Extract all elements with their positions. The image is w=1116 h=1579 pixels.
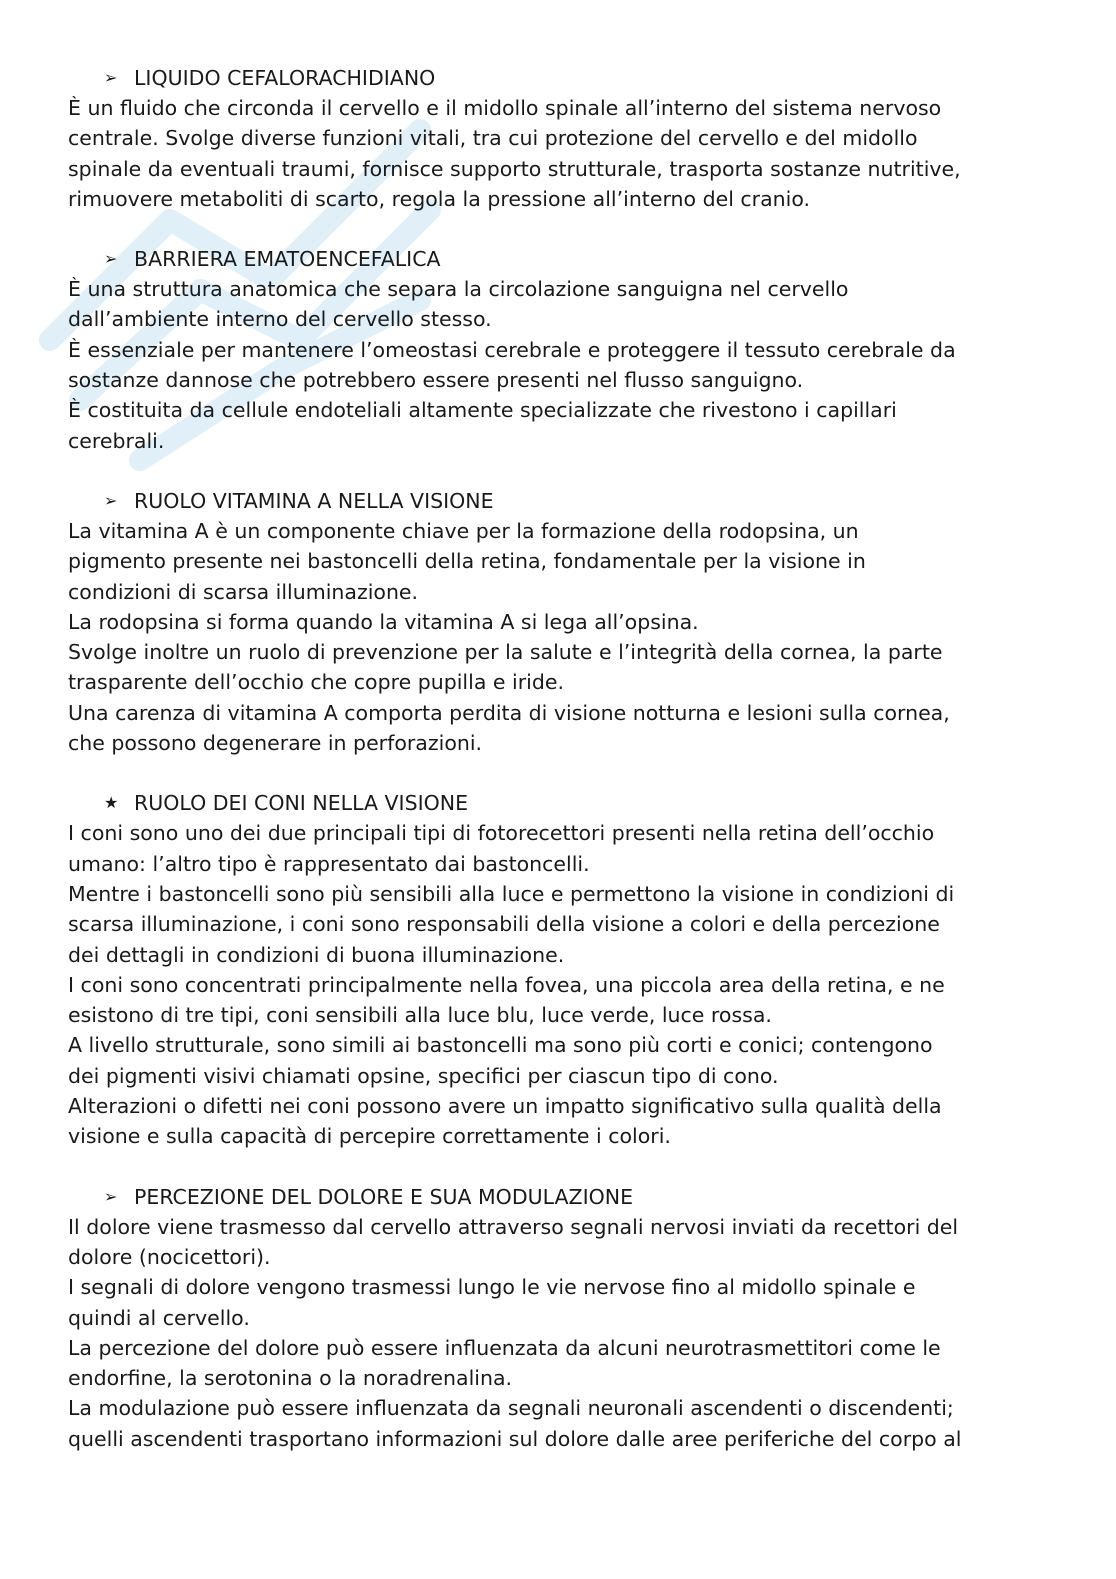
- section-heading: [68, 244, 1058, 274]
- arrow-bullet-icon: ➢: [104, 68, 118, 87]
- section-title: BARRIERA EMATOENCEFALICA: [134, 247, 441, 272]
- paragraph-line: quelli ascendenti trasportano informazioni sul dolore dalle aree periferiche del corpo al: [68, 1426, 962, 1451]
- paragraph-line: I coni sono uno dei due principali tipi di fotorecettori presenti nella retina dell’occhio: [68, 821, 935, 846]
- paragraph-line: condizioni di scarsa illuminazione.: [68, 579, 419, 604]
- paragraph-line: È un fluido che circonda il cervello e il midollo spinale all’interno del sistema nervoso: [68, 96, 942, 120]
- paragraph-line: trasparente dell’occhio che copre pupilla e iride.: [68, 670, 564, 695]
- paragraph-line: centrale. Svolge diverse funzioni vitali, tra cui protezione del cervello e del midollo: [68, 126, 918, 151]
- paragraph-line: È una struttura anatomica che separa la circolazione sanguigna nel cervello: [68, 277, 849, 302]
- paragraph-line: dei pigmenti visivi chiamati opsine, specifici per ciascun tipo di cono.: [68, 1063, 779, 1088]
- section-title: RUOLO VITAMINA A NELLA VISIONE: [134, 488, 494, 513]
- section: [68, 486, 1058, 758]
- star-bullet-icon: ★: [104, 793, 119, 813]
- paragraph-line: I segnali di dolore vengono trasmessi lungo le vie nervose fino al midollo spinale e: [68, 1275, 916, 1300]
- paragraph-line: visione e sulla capacità di percepire correttamente i colori.: [68, 1124, 671, 1149]
- paragraph-line: dolore (nocicettori).: [68, 1244, 271, 1269]
- section: [68, 1182, 1058, 1454]
- section-heading: [68, 788, 1058, 818]
- paragraph-line: Una carenza di vitamina A comporta perdita di visione notturna e lesioni sulla cornea,: [68, 700, 950, 725]
- paragraph-line: Alterazioni o difetti nei coni possono avere un impatto significativo sulla qualità della: [68, 1094, 942, 1119]
- paragraph-line: La rodopsina si forma quando la vitamina A si lega all’opsina.: [68, 609, 699, 634]
- paragraph-line: Mentre i bastoncelli sono più sensibili alla luce e permettono la visione in condizioni di: [68, 881, 955, 906]
- section-title: PERCEZIONE DEL DOLORE E SUA MODULAZIONE: [134, 1184, 634, 1209]
- paragraph-line: La modulazione può essere influenzata da segnali neuronali ascendenti o discendenti;: [68, 1396, 954, 1421]
- paragraph-line: La percezione del dolore può essere influenzata da alcuni neurotrasmettitori come le: [68, 1335, 941, 1360]
- paragraph-line: La vitamina A è un componente chiave per la formazione della rodopsina, un: [68, 518, 859, 543]
- section-title: RUOLO DEI CONI NELLA VISIONE: [134, 791, 469, 816]
- section-heading: [68, 486, 1058, 516]
- arrow-bullet-icon: ➢: [104, 249, 118, 269]
- section: [68, 63, 1058, 214]
- paragraph-line: È essenziale per mantenere l’omeostasi cerebrale e proteggere il tessuto cerebrale da: [68, 337, 956, 362]
- arrow-bullet-icon: ➢: [104, 490, 118, 510]
- paragraph-line: esistono di tre tipi, coni sensibili alla luce blu, luce verde, luce rossa.: [68, 1003, 772, 1028]
- document-page: [68, 63, 1058, 1454]
- paragraph-line: dall’ambiente interno del cervello stesso.: [68, 307, 492, 332]
- paragraph-line: Svolge inoltre un ruolo di prevenzione per la salute e l’integrità della cornea, la parte: [68, 640, 943, 665]
- section: [68, 788, 1058, 1151]
- section: [68, 244, 1058, 456]
- arrow-bullet-icon: ➢: [104, 1186, 118, 1206]
- section-heading: [68, 63, 1058, 93]
- section-title: LIQUIDO CEFALORACHIDIANO: [134, 66, 436, 90]
- paragraph-line: rimuovere metaboliti di scarto, regola la pressione all’interno del cranio.: [68, 186, 811, 211]
- paragraph-line: pigmento presente nei bastoncelli della retina, fondamentale per la visione in: [68, 549, 866, 574]
- paragraph-line: umano: l’altro tipo è rappresentato dai bastoncelli.: [68, 851, 590, 876]
- paragraph-line: dei dettagli in condizioni di buona illuminazione.: [68, 942, 565, 967]
- paragraph-line: cerebrali.: [68, 428, 165, 453]
- paragraph-line: scarsa illuminazione, i coni sono responsabili della visione a colori e della percezione: [68, 912, 940, 937]
- paragraph-line: I coni sono concentrati principalmente nella fovea, una piccola area della retina, e ne: [68, 972, 945, 997]
- paragraph-line: sostanze dannose che potrebbero essere presenti nel flusso sanguigno.: [68, 368, 804, 393]
- paragraph-line: che possono degenerare in perforazioni.: [68, 731, 483, 756]
- paragraph-line: spinale da eventuali traumi, fornisce supporto strutturale, trasporta sostanze nutritive,: [68, 156, 961, 181]
- paragraph-line: quindi al cervello.: [68, 1305, 250, 1330]
- paragraph-line: A livello strutturale, sono simili ai bastoncelli ma sono più corti e conici; contengono: [68, 1033, 933, 1058]
- paragraph-line: endorfine, la serotonina o la noradrenalina.: [68, 1366, 513, 1391]
- paragraph-line: È costituita da cellule endoteliali altamente specializzate che rivestono i capillari: [68, 398, 897, 423]
- section-heading: [68, 1182, 1058, 1212]
- paragraph-line: Il dolore viene trasmesso dal cervello attraverso segnali nervosi inviati da recettori del: [68, 1214, 959, 1239]
